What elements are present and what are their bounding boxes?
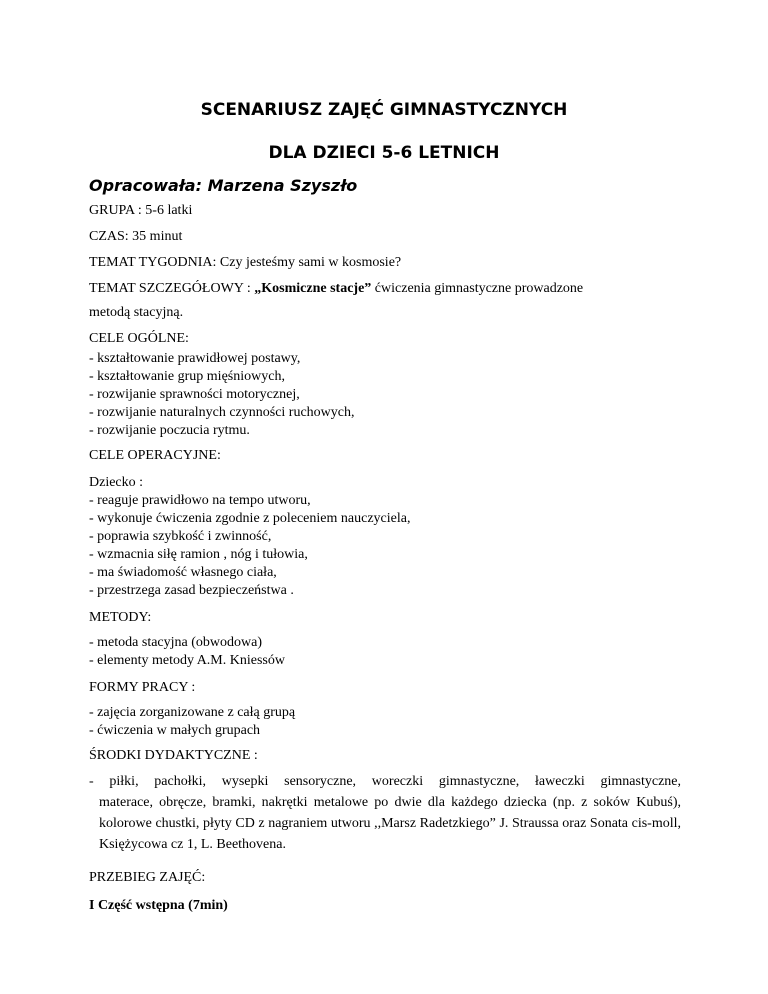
- document-title-line-2: DLA DZIECI 5-6 LETNICH: [268, 143, 500, 163]
- detail-topic-line: [89, 281, 583, 297]
- teaching-aids-paragraph: [89, 771, 681, 855]
- general-goals-list: [89, 350, 355, 440]
- list-item: - wykonuje ćwiczenia zgodnie z poleceniem nauczyciela,: [89, 511, 411, 526]
- course-heading: PRZEBIEG ZAJĘĆ:: [89, 870, 206, 885]
- detail-topic-rest: ćwiczenia gimnastyczne prowadzone: [371, 281, 584, 296]
- list-item: - metoda stacyjna (obwodowa): [89, 635, 262, 650]
- detail-topic-title: „Kosmiczne stacje”: [254, 281, 372, 296]
- week-topic-line: TEMAT TYGODNIA: Czy jesteśmy sami w kosmosie?: [89, 255, 402, 270]
- document-title-line-1: SCENARIUSZ ZAJĘĆ GIMNASTYCZNYCH: [200, 100, 568, 120]
- methods-heading: METODY:: [89, 610, 152, 625]
- time-line: CZAS: 35 minut: [89, 229, 183, 244]
- methods-list: [89, 634, 285, 670]
- list-item: Dziecko :: [89, 475, 144, 490]
- list-item: - kształtowanie grup mięśniowych,: [89, 369, 285, 384]
- teaching-aids-heading: ŚRODKI DYDAKTYCZNE :: [89, 748, 258, 763]
- list-item: - przestrzega zasad bezpieczeństwa .: [89, 583, 294, 598]
- list-item: - rozwijanie poczucia rytmu.: [89, 423, 250, 438]
- part-one-heading: I Część wstępna (7min): [89, 898, 228, 913]
- list-item: - kształtowanie prawidłowej postawy,: [89, 351, 301, 366]
- author-line: Opracowała: Marzena Szyszło: [89, 176, 358, 195]
- list-item: - poprawia szybkość i zwinność,: [89, 529, 272, 544]
- general-goals-heading: CELE OGÓLNE:: [89, 331, 189, 346]
- list-item: - ma świadomość własnego ciała,: [89, 565, 277, 580]
- list-item: - zajęcia zorganizowane z całą grupą: [89, 705, 296, 720]
- work-forms-list: [89, 704, 295, 740]
- teaching-aids-continuation: materace, obręcze, bramki, nakrętki metalowe po dwie dla każdego dziecka (np. z soków Kubuś), kolorowe chustki, płyty CD z nagraniem utworu ,,Marsz Radetzkiego” J. Straussa oraz Sonata cis-moll, Księżycowa cz 1, L. Beethovena.: [99, 795, 681, 852]
- list-item: - wzmacnia siłę ramion , nóg i tułowia,: [89, 547, 308, 562]
- detail-topic-continuation: metodą stacyjną.: [89, 305, 184, 320]
- list-item: - reaguje prawidłowo na tempo utworu,: [89, 493, 311, 508]
- operational-goals-heading: CELE OPERACYJNE:: [89, 448, 221, 463]
- group-line: GRUPA : 5-6 latki: [89, 203, 193, 218]
- list-item: - ćwiczenia w małych grupach: [89, 723, 261, 738]
- teaching-aids-first-line: - piłki, pachołki, wysepki sensoryczne, woreczki gimnastyczne, ławeczki gimnastyczne,: [89, 774, 681, 789]
- list-item: - elementy metody A.M. Kniessów: [89, 653, 285, 668]
- work-forms-heading: FORMY PRACY :: [89, 680, 196, 695]
- list-item: - rozwijanie sprawności motorycznej,: [89, 387, 300, 402]
- list-item: - rozwijanie naturalnych czynności ruchowych,: [89, 405, 355, 420]
- operational-goals-list: [89, 474, 410, 600]
- detail-topic-label: TEMAT SZCZEGÓŁOWY :: [89, 281, 255, 296]
